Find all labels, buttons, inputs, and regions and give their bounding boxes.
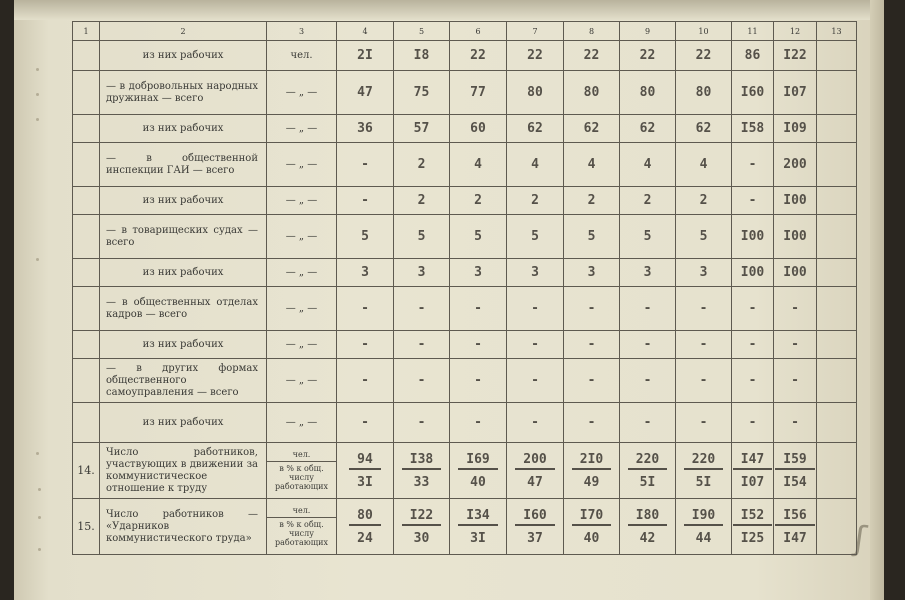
row-label: — в добровольных народных дружинах — всего — [100, 71, 267, 115]
value-cell: - — [337, 187, 394, 215]
value-cell: - — [337, 403, 394, 443]
count-value: I34 — [458, 509, 497, 526]
row-label: из них рабочих — [100, 259, 267, 287]
page-top-shadow — [14, 0, 884, 20]
value-cell: 3 — [620, 259, 676, 287]
value-cell: - — [732, 287, 774, 331]
count-value: 220 — [628, 453, 667, 470]
punch-hole — [36, 68, 39, 71]
value-cell: - — [394, 359, 450, 403]
row-number-cell — [73, 259, 100, 287]
value-cell: - — [450, 359, 507, 403]
empty-cell — [817, 443, 857, 499]
unit-cell: — „ — — [267, 215, 337, 259]
fraction-cell — [620, 443, 676, 499]
row-number-cell — [73, 143, 100, 187]
value-cell: 4 — [676, 143, 732, 187]
column-number: 8 — [564, 22, 620, 41]
fraction-cell — [620, 499, 676, 555]
value-cell: I22 — [774, 41, 817, 71]
row-label: из них рабочих — [100, 115, 267, 143]
column-number: 9 — [620, 22, 676, 41]
row-label: Число работников — «Ударников коммунистического труда» — [100, 499, 267, 555]
value-cell: 2 — [676, 187, 732, 215]
value-cell: 2 — [394, 143, 450, 187]
punch-hole — [36, 93, 39, 96]
column-number: 11 — [732, 22, 774, 41]
value-cell: - — [507, 287, 564, 331]
empty-cell — [817, 403, 857, 443]
fraction-cell — [337, 499, 394, 555]
count-value: I22 — [402, 509, 441, 526]
value-cell: - — [676, 331, 732, 359]
value-cell: - — [620, 359, 676, 403]
percent-value: I47 — [783, 530, 807, 546]
value-cell: - — [394, 331, 450, 359]
punch-hole — [38, 516, 41, 519]
value-cell: I00 — [732, 259, 774, 287]
empty-cell — [817, 215, 857, 259]
value-cell: - — [507, 359, 564, 403]
count-value: I52 — [733, 509, 772, 526]
value-cell: - — [337, 287, 394, 331]
empty-cell — [817, 331, 857, 359]
count-value: I38 — [402, 453, 441, 470]
empty-cell — [817, 287, 857, 331]
value-cell: - — [774, 359, 817, 403]
row-number-cell — [73, 359, 100, 403]
value-cell: 3 — [564, 259, 620, 287]
value-cell: 86 — [732, 41, 774, 71]
empty-cell — [817, 71, 857, 115]
percent-value: 24 — [357, 530, 373, 546]
row-label: из них рабочих — [100, 331, 267, 359]
row-number-cell — [73, 71, 100, 115]
row-label: — в общественных отделах кадров — всего — [100, 287, 267, 331]
value-cell: I8 — [394, 41, 450, 71]
value-cell: 5 — [620, 215, 676, 259]
value-cell: 4 — [450, 143, 507, 187]
value-cell: - — [564, 359, 620, 403]
table-row — [73, 115, 857, 143]
percent-value: 40 — [470, 474, 486, 490]
column-number: 2 — [100, 22, 267, 41]
value-cell: 62 — [564, 115, 620, 143]
unit-top: чел. — [267, 504, 336, 518]
empty-cell — [817, 259, 857, 287]
punch-hole — [36, 118, 39, 121]
value-cell: 200 — [774, 143, 817, 187]
punch-hole — [36, 258, 39, 261]
value-cell: 2 — [564, 187, 620, 215]
value-cell: 62 — [676, 115, 732, 143]
value-cell: - — [732, 187, 774, 215]
value-cell: 22 — [564, 41, 620, 71]
value-cell: I58 — [732, 115, 774, 143]
punch-hole — [38, 548, 41, 551]
value-cell: - — [620, 287, 676, 331]
value-cell: I00 — [774, 215, 817, 259]
row-number-cell — [73, 41, 100, 71]
value-cell: 62 — [620, 115, 676, 143]
value-cell: I07 — [774, 71, 817, 115]
count-value: 2I0 — [572, 453, 611, 470]
unit-cell: чел. — [267, 41, 337, 71]
unit-cell: — „ — — [267, 287, 337, 331]
unit-bottom: в % к общ. числу работающих — [275, 464, 328, 491]
row-number-cell — [73, 287, 100, 331]
value-cell: 80 — [507, 71, 564, 115]
unit-cell: — „ — — [267, 259, 337, 287]
column-number: 6 — [450, 22, 507, 41]
table-row — [73, 499, 857, 555]
row-label: из них рабочих — [100, 41, 267, 71]
fraction-cell — [774, 499, 817, 555]
value-cell: 3 — [676, 259, 732, 287]
percent-value: I07 — [740, 474, 765, 490]
percent-value: 3I — [357, 474, 373, 490]
value-cell: - — [564, 287, 620, 331]
empty-cell — [817, 115, 857, 143]
value-cell: - — [337, 143, 394, 187]
value-cell: I60 — [732, 71, 774, 115]
empty-cell — [817, 499, 857, 555]
unit-cell — [267, 443, 337, 499]
table-row — [73, 287, 857, 331]
unit-cell: — „ — — [267, 403, 337, 443]
value-cell: 22 — [620, 41, 676, 71]
punch-hole — [36, 452, 39, 455]
percent-value: 49 — [583, 474, 600, 490]
value-cell: 2 — [394, 187, 450, 215]
percent-value: 3I — [470, 530, 486, 546]
fraction-cell — [676, 499, 732, 555]
page-edge — [870, 0, 884, 600]
count-value: I60 — [515, 509, 554, 526]
value-cell: 22 — [507, 41, 564, 71]
table-row — [73, 71, 857, 115]
value-cell: 5 — [337, 215, 394, 259]
count-value: I70 — [572, 509, 611, 526]
column-number: 10 — [676, 22, 732, 41]
row-label: — в других формах общественного самоуправления — всего — [100, 359, 267, 403]
fraction-cell — [774, 443, 817, 499]
value-cell: I00 — [732, 215, 774, 259]
value-cell: 5 — [394, 215, 450, 259]
value-cell: 75 — [394, 71, 450, 115]
column-number: 13 — [817, 22, 857, 41]
punch-hole — [38, 488, 41, 491]
count-value: I80 — [628, 509, 667, 526]
unit-cell: — „ — — [267, 331, 337, 359]
percent-value: 5I — [695, 474, 712, 490]
value-cell: - — [507, 331, 564, 359]
percent-value: I25 — [740, 530, 765, 546]
value-cell: - — [507, 403, 564, 443]
unit-cell: — „ — — [267, 359, 337, 403]
column-number: 4 — [337, 22, 394, 41]
value-cell: - — [337, 359, 394, 403]
value-cell: 5 — [507, 215, 564, 259]
table-row — [73, 259, 857, 287]
row-label: — в товарищеских судах — всего — [100, 215, 267, 259]
value-cell: - — [676, 403, 732, 443]
value-cell: 4 — [620, 143, 676, 187]
percent-value: 30 — [413, 530, 430, 546]
value-cell: - — [676, 287, 732, 331]
percent-value: 44 — [695, 530, 712, 546]
value-cell: 60 — [450, 115, 507, 143]
table-row — [73, 187, 857, 215]
value-cell: 22 — [450, 41, 507, 71]
fraction-cell — [394, 499, 450, 555]
value-cell: 80 — [620, 71, 676, 115]
count-value: I90 — [684, 509, 723, 526]
value-cell: 4 — [564, 143, 620, 187]
fraction-cell — [337, 443, 394, 499]
value-cell: 5 — [564, 215, 620, 259]
column-header-row — [73, 22, 857, 41]
value-cell: 77 — [450, 71, 507, 115]
unit-top: чел. — [267, 448, 336, 462]
row-label: из них рабочих — [100, 187, 267, 215]
count-value: 80 — [349, 509, 381, 526]
unit-bottom: в % к общ. числу работающих — [275, 520, 328, 547]
value-cell: 5 — [450, 215, 507, 259]
value-cell: I09 — [774, 115, 817, 143]
value-cell: 57 — [394, 115, 450, 143]
value-cell: 62 — [507, 115, 564, 143]
row-number-cell — [73, 331, 100, 359]
value-cell: - — [774, 331, 817, 359]
statistics-table — [72, 21, 857, 555]
percent-value: 40 — [583, 530, 600, 546]
value-cell: 2 — [450, 187, 507, 215]
value-cell: I00 — [774, 259, 817, 287]
value-cell: - — [620, 331, 676, 359]
value-cell: 2I — [337, 41, 394, 71]
value-cell: 22 — [676, 41, 732, 71]
unit-cell: — „ — — [267, 115, 337, 143]
column-number: 12 — [774, 22, 817, 41]
value-cell: - — [450, 403, 507, 443]
value-cell: - — [732, 331, 774, 359]
count-value: I47 — [733, 453, 772, 470]
table-row — [73, 331, 857, 359]
value-cell: I00 — [774, 187, 817, 215]
value-cell: - — [450, 287, 507, 331]
percent-value: 47 — [527, 474, 543, 490]
value-cell: - — [564, 403, 620, 443]
fraction-cell — [676, 443, 732, 499]
value-cell: 3 — [337, 259, 394, 287]
column-number: 1 — [73, 22, 100, 41]
row-number: 15. — [73, 499, 100, 555]
value-cell: 2 — [620, 187, 676, 215]
row-label: — в общественной инспекции ГАИ — всего — [100, 143, 267, 187]
value-cell: 80 — [676, 71, 732, 115]
fraction-cell — [450, 499, 507, 555]
value-cell: - — [620, 403, 676, 443]
value-cell: - — [774, 287, 817, 331]
value-cell: 3 — [507, 259, 564, 287]
value-cell: - — [774, 403, 817, 443]
unit-cell: — „ — — [267, 71, 337, 115]
fraction-cell — [564, 443, 620, 499]
count-value: I69 — [458, 453, 497, 470]
fraction-cell — [564, 499, 620, 555]
fraction-cell — [732, 443, 774, 499]
percent-value: 42 — [639, 530, 656, 546]
count-value: 94 — [349, 453, 381, 470]
value-cell: 2 — [507, 187, 564, 215]
fraction-cell — [507, 499, 564, 555]
value-cell: - — [732, 359, 774, 403]
empty-cell — [817, 41, 857, 71]
column-number: 3 — [267, 22, 337, 41]
row-number-cell — [73, 187, 100, 215]
unit-cell: — „ — — [267, 143, 337, 187]
count-value: 220 — [684, 453, 723, 470]
row-label: Число работников, участвующих в движении за коммунистическое отношение к труду — [100, 443, 267, 499]
value-cell: - — [732, 143, 774, 187]
percent-value: 37 — [527, 530, 543, 546]
empty-cell — [817, 187, 857, 215]
value-cell: 3 — [450, 259, 507, 287]
value-cell: - — [732, 403, 774, 443]
fraction-cell — [732, 499, 774, 555]
value-cell: 3 — [394, 259, 450, 287]
value-cell: - — [394, 287, 450, 331]
unit-cell — [267, 499, 337, 555]
table-row — [73, 443, 857, 499]
row-number: 14. — [73, 443, 100, 499]
count-value: I56 — [775, 509, 814, 526]
table-row — [73, 403, 857, 443]
value-cell: - — [337, 331, 394, 359]
column-number: 5 — [394, 22, 450, 41]
fraction-cell — [507, 443, 564, 499]
table-row — [73, 215, 857, 259]
count-value: 200 — [515, 453, 554, 470]
percent-value: 33 — [413, 474, 430, 490]
fraction-cell — [450, 443, 507, 499]
table-row — [73, 143, 857, 187]
empty-cell — [817, 143, 857, 187]
value-cell: 47 — [337, 71, 394, 115]
value-cell: 80 — [564, 71, 620, 115]
table-row — [73, 359, 857, 403]
value-cell: 4 — [507, 143, 564, 187]
value-cell: - — [564, 331, 620, 359]
unit-cell: — „ — — [267, 187, 337, 215]
percent-value: I54 — [783, 474, 807, 490]
value-cell: 36 — [337, 115, 394, 143]
value-cell: - — [450, 331, 507, 359]
value-cell: - — [394, 403, 450, 443]
count-value: I59 — [775, 453, 814, 470]
value-cell: - — [676, 359, 732, 403]
row-label: из них рабочих — [100, 403, 267, 443]
table-row — [73, 41, 857, 71]
column-number: 7 — [507, 22, 564, 41]
percent-value: 5I — [639, 474, 656, 490]
row-number-cell — [73, 403, 100, 443]
row-number-cell — [73, 115, 100, 143]
row-number-cell — [73, 215, 100, 259]
handwritten-mark: ʃ — [851, 518, 869, 560]
fraction-cell — [394, 443, 450, 499]
empty-cell — [817, 359, 857, 403]
value-cell: 5 — [676, 215, 732, 259]
